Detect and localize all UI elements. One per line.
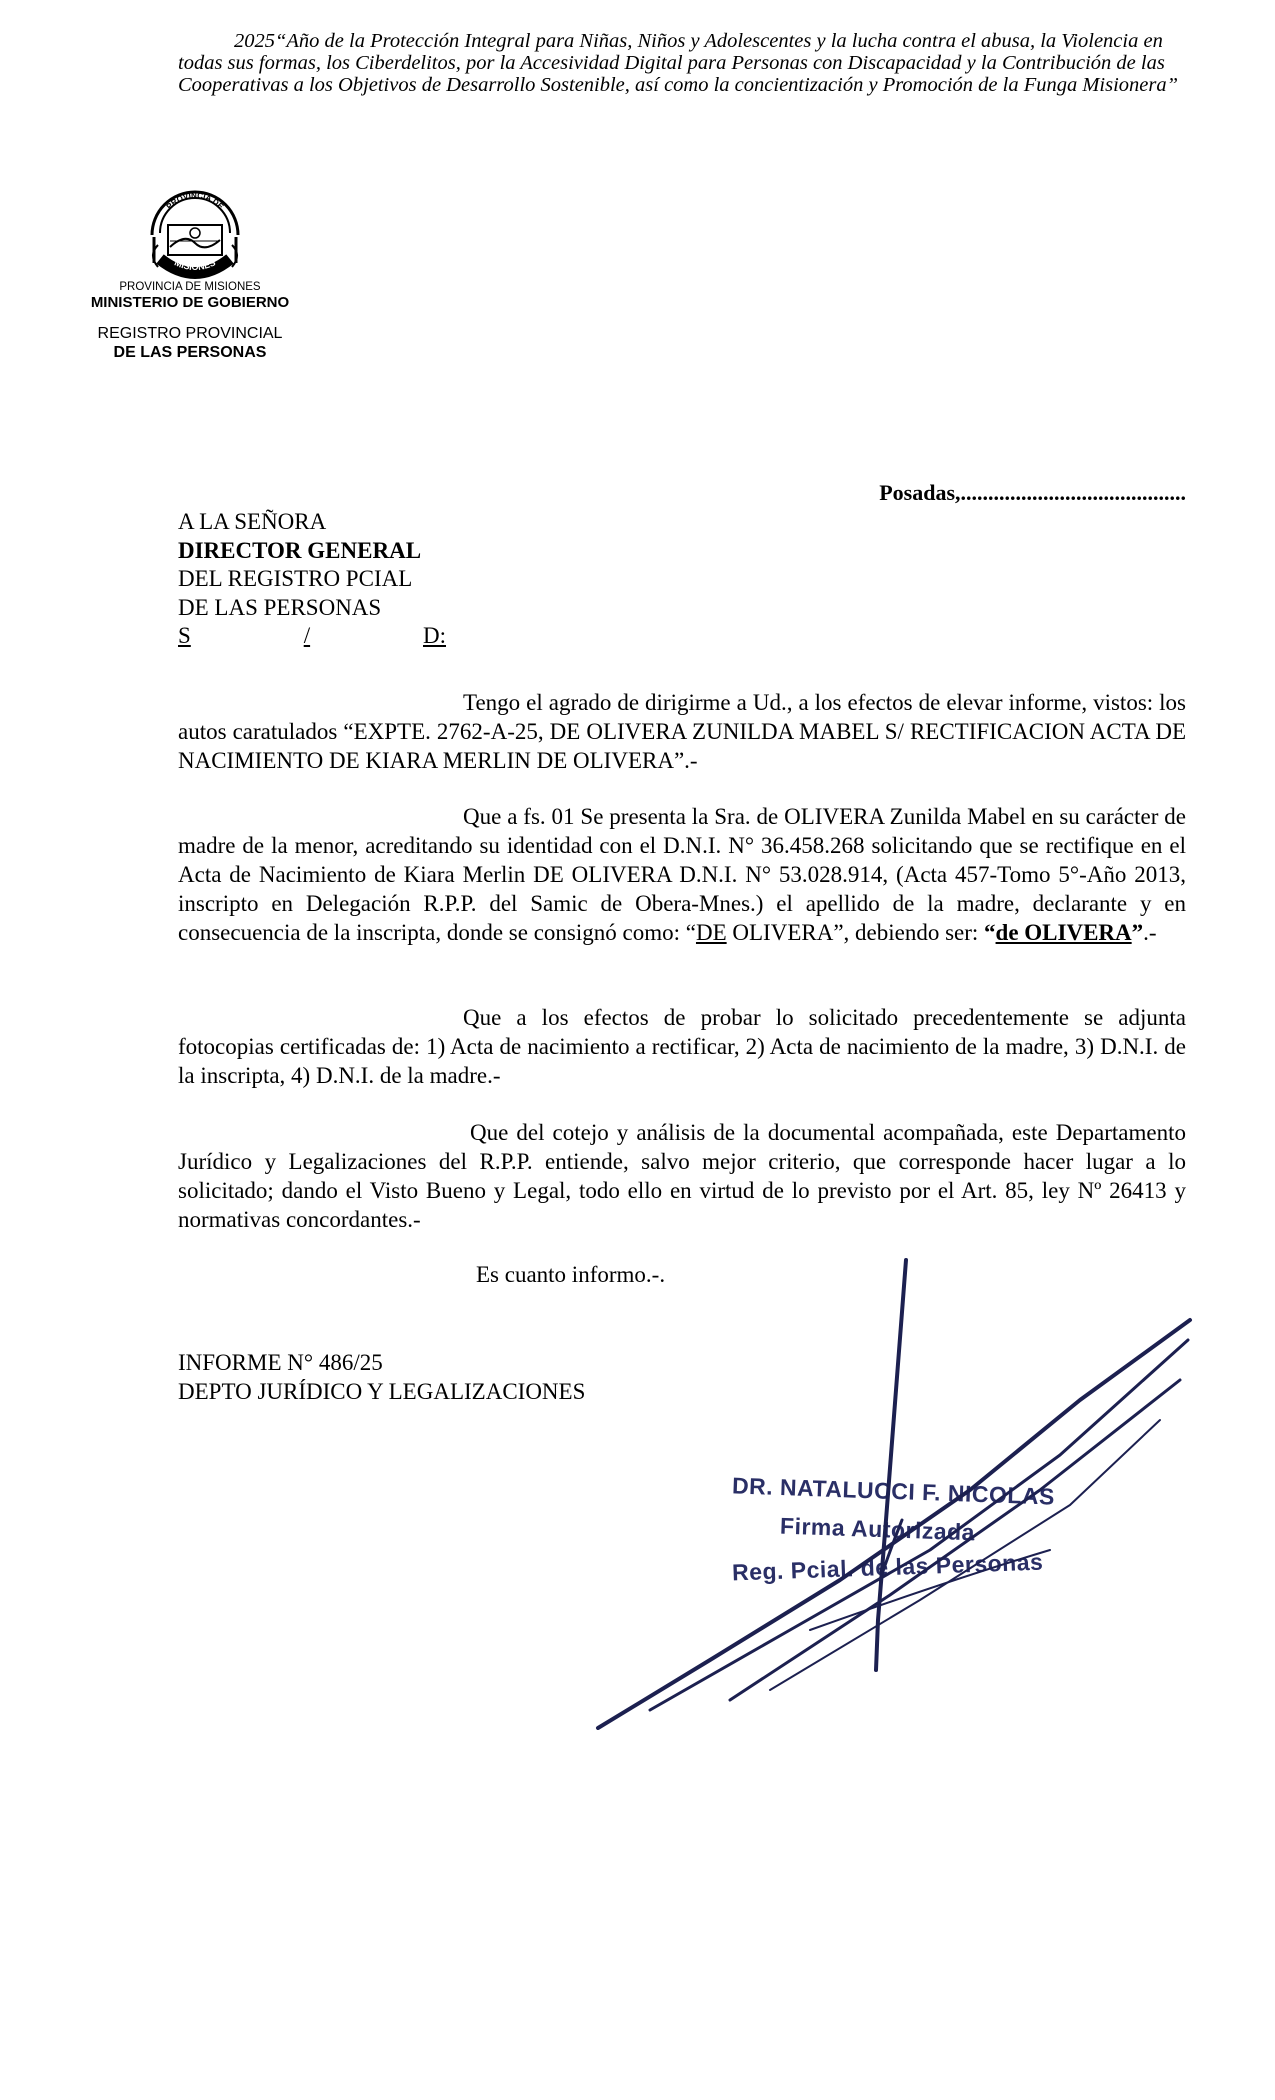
addressee-line3: DEL REGISTRO PCIAL: [178, 566, 413, 591]
paragraph-2-middle: OLIVERA”, debiendo ser:: [726, 920, 985, 945]
registry-de-las: DE LAS: [113, 344, 177, 361]
salutation-d: D:: [423, 623, 446, 648]
salutation-s: S: [178, 623, 191, 648]
seal-bottom-text: MISIONES: [173, 257, 217, 273]
informe-department: DEPTO JURÍDICO Y LEGALIZACIONES: [178, 1379, 586, 1404]
ministry-name: MINISTERIO DE GOBIERNO: [90, 294, 290, 311]
paragraph-2-correct-surname: de OLIVERA: [995, 920, 1132, 945]
paragraph-1-text: Tengo el agrado de dirigirme a Ud., a los efectos de elevar informe, vistos: los autos caratulados “EXPTE. 2762-A-25, DE OLIVERA ZUNILDA MABEL S/ RECTIFICACION ACTA DE NACIMIENTO DE KIARA MERLIN DE OLIVERA”.-: [178, 690, 1186, 773]
handwritten-signature: [590, 1250, 1200, 1730]
place-date: Posadas,.........................................: [879, 480, 1186, 505]
stamp-registry: Reg. Pcial. de las Personas: [731, 1548, 1044, 1586]
addressee-line4: DE LAS PERSONAS: [178, 594, 382, 620]
paragraph-2-quote-open: “: [984, 920, 996, 945]
addressee-line1: A LA SEÑORA: [178, 509, 327, 534]
registry-personas: PERSONAS: [176, 344, 267, 361]
paragraph-3: [178, 1003, 1186, 1090]
informe-block: [178, 1348, 585, 1406]
salutation-slash: /: [303, 623, 311, 648]
paragraph-3-text: Que a los efectos de probar lo solicitado precedentemente se adjunta fotocopias certificadas de: 1) Acta de nacimiento a rectificar, 2) Acta de nacimiento de la madre, 3) D.N.I. de la inscripta, 4) D.N.I. de la madre.-: [178, 1005, 1186, 1088]
paragraph-2: [178, 802, 1186, 947]
paragraph-1: [178, 688, 1186, 775]
province-name: PROVINCIA DE MISIONES: [119, 281, 261, 293]
stamp-name: DR. NATALUCCI F. NICOLAS: [731, 1472, 1056, 1510]
registry-name-line1: REGISTRO PROVINCIAL: [97, 325, 283, 342]
seal-top-text: PROVINCIA DE: [164, 190, 226, 212]
stamp-authorized: Firma Autorizada: [779, 1512, 976, 1546]
paragraph-4: [178, 1118, 1186, 1234]
provincial-seal: [140, 185, 250, 285]
closing-line: Es cuanto informo.-.: [476, 1262, 666, 1287]
registry-name-line2: [60, 343, 320, 362]
informe-number: INFORME N° 486/25: [178, 1350, 383, 1375]
ministry-block: [60, 280, 320, 362]
paragraph-2-main: Que a fs. 01 Se presenta la Sra. de OLIVERA Zunilda Mabel en su carácter de madre de la menor, acreditando su identidad con el D.N.I. N° 36.458.268 solicitando que se rectifique en el Acta de Nacimiento de Kiara Merlin DE OLIVERA D.N.I. N° 53.028.914, (Acta 457-Tomo 5°-Año 2013, inscripto en Delegación R.P.P. del Samic de Obera-Mnes.) el apellido de la madre, declarante y en consecuencia de la inscripta, donde se consignó como: “: [178, 804, 1186, 945]
paragraph-2-end: .-: [1143, 920, 1157, 945]
addressee-title: DIRECTOR GENERAL: [178, 537, 422, 563]
paragraph-4-text: Que del cotejo y análisis de la documental acompañada, este Departamento Jurídico y Legalizaciones del R.P.P. entiende, salvo mejor criterio, que corresponde hacer lugar a lo solicitado; dando el Visto Bueno y Legal, todo ello en virtud de lo previsto por el Art. 85, ley Nº 26413 y normativas concordantes.-: [178, 1120, 1186, 1232]
addressee-block: [178, 508, 446, 651]
paragraph-2-underlined: DE: [695, 920, 727, 945]
svg-text:PROVINCIA DE: [165, 191, 226, 212]
paragraph-2-quote-close: ”: [1131, 920, 1144, 945]
motto-header: 2025“Año de la Protección Integral para Niñas, Niños y Adolescentes y la lucha contra el abusa, la Violencia en todas sus formas, los Ciberdelitos, por la Accesividad Digital para Personas con Discapacidad y la Contribución de las Cooperativas a los Objetivos de Desarrollo Sostenible, así como la concientización y Promoción de la Funga Misionera”: [178, 30, 1179, 96]
salutation-sd: [178, 622, 446, 651]
